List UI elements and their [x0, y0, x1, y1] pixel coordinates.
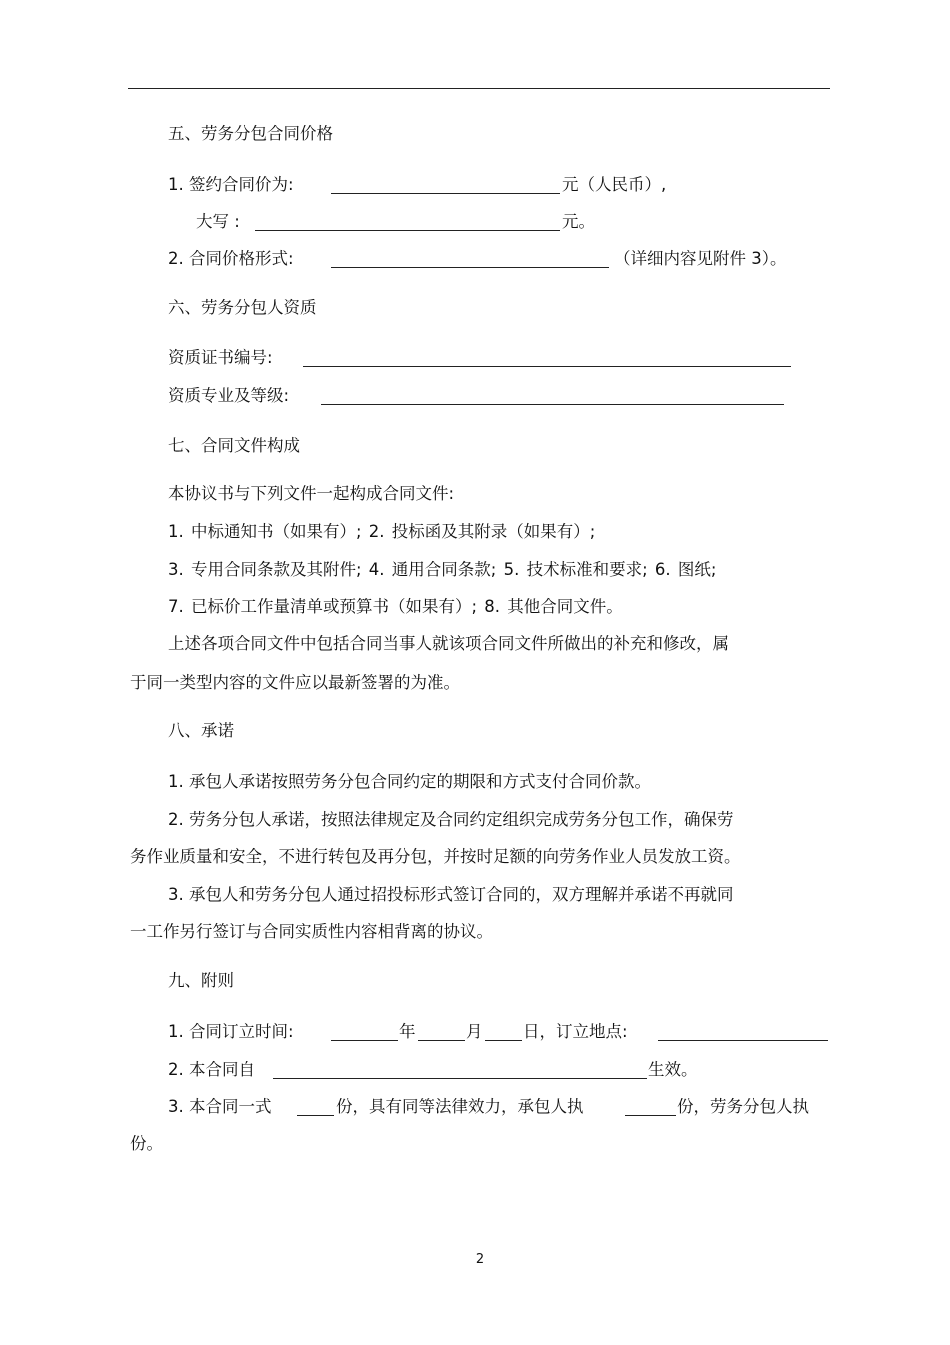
contract-price-blank[interactable] — [331, 193, 560, 194]
contract-price-suffix: 元（人民币）, — [562, 175, 667, 194]
day-and-place-label: 日，订立地点: — [523, 1022, 628, 1041]
copies-mid-2: 份，劳务分包人执 — [677, 1097, 809, 1116]
documents-row-1: 1. 中标通知书（如果有）; 2. 投标函及其附录（如果有）; — [168, 522, 596, 541]
signing-day-blank[interactable] — [485, 1040, 522, 1041]
signing-month-blank[interactable] — [418, 1040, 465, 1041]
commitment-item-1: 1. 承包人承诺按照劳务分包合同约定的期限和方式支付合同价款。 — [168, 772, 651, 791]
page-number: 2 — [475, 1252, 485, 1267]
section-6-heading: 六、劳务分包人资质 — [168, 298, 317, 317]
copies-mid-1: 份，具有同等法律效力，承包人执 — [336, 1097, 584, 1116]
commitment-item-2-line-2: 务作业质量和安全，不进行转包及再分包，并按时足额的向劳务作业人员发放工资。 — [130, 847, 741, 866]
header-rule — [128, 88, 830, 89]
effective-from-label: 2. 本合同自 — [168, 1060, 255, 1079]
amount-in-words-blank[interactable] — [255, 230, 560, 231]
amount-in-words-suffix: 元。 — [562, 212, 595, 231]
price-form-blank[interactable] — [331, 267, 609, 268]
qualification-grade-blank[interactable] — [321, 404, 784, 405]
section-9-heading: 九、附则 — [168, 971, 234, 990]
contractor-copies-blank[interactable] — [625, 1115, 676, 1116]
contract-price-line — [168, 175, 294, 195]
contract-price-label: 1. 签约合同价为: — [168, 175, 294, 194]
documents-row-3: 7. 已标价工作量清单或预算书（如果有）; 8. 其他合同文件。 — [168, 597, 623, 616]
cert-number-label: 资质证书编号: — [168, 348, 273, 367]
section-5-heading: 五、劳务分包合同价格 — [168, 124, 333, 143]
section-7-heading: 七、合同文件构成 — [168, 436, 300, 455]
price-form-label: 2. 合同价格形式: — [168, 249, 294, 268]
month-label: 月 — [466, 1022, 483, 1041]
signing-place-blank[interactable] — [658, 1040, 828, 1041]
cert-number-blank[interactable] — [303, 366, 791, 367]
documents-note-line-1: 上述各项合同文件中包括合同当事人就该项合同文件所做出的补充和修改，属 — [168, 634, 729, 653]
amount-in-words-label: 大写 : — [196, 212, 240, 231]
copies-line-2: 份。 — [130, 1134, 163, 1153]
price-form-suffix: （详细内容见附件 3）。 — [614, 249, 787, 268]
documents-intro: 本协议书与下列文件一起构成合同文件: — [168, 484, 455, 503]
copies-label: 3. 本合同一式 — [168, 1097, 272, 1116]
effective-suffix: 生效。 — [648, 1060, 698, 1079]
total-copies-blank[interactable] — [297, 1115, 334, 1116]
commitment-item-3-line-2: 一工作另行签订与合同实质性内容相背离的协议。 — [130, 922, 493, 941]
documents-row-2: 3. 专用合同条款及其附件; 4. 通用合同条款; 5. 技术标准和要求; 6. 图纸; — [168, 560, 717, 579]
effective-from-blank[interactable] — [273, 1078, 647, 1079]
documents-note-line-2: 于同一类型内容的文件应以最新签署的为准。 — [130, 673, 460, 692]
section-8-heading: 八、承诺 — [168, 721, 234, 740]
year-label: 年 — [399, 1022, 416, 1041]
commitment-item-3-line-1: 3. 承包人和劳务分包人通过招投标形式签订合同的，双方理解并承诺不再就同 — [168, 885, 734, 904]
commitment-item-2-line-1: 2. 劳务分包人承诺，按照法律规定及合同约定组织完成劳务分包工作，确保劳 — [168, 810, 734, 829]
signing-year-blank[interactable] — [331, 1040, 398, 1041]
signing-date-label: 1. 合同订立时间: — [168, 1022, 294, 1041]
qualification-grade-label: 资质专业及等级: — [168, 386, 290, 405]
